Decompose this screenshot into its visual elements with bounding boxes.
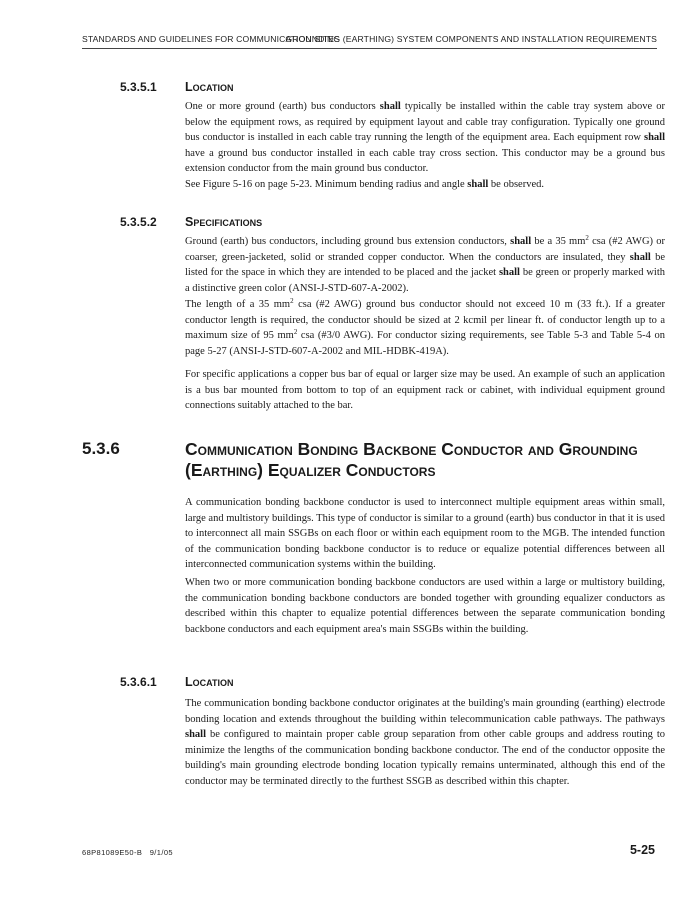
section-title: Location [185, 80, 234, 94]
header-rule [82, 48, 657, 49]
section-number: 5.3.5.2 [120, 215, 157, 229]
section-title-5-3-6: Communication Bonding Backbone Conductor and Grounding (Earthing) Equalizer Conductors [185, 439, 638, 480]
section-title: Location [185, 675, 234, 689]
heading-5-3-6-1 [120, 675, 233, 689]
section-title: Specifications [185, 215, 263, 229]
running-header [82, 34, 657, 48]
section-number: 5.3.6.1 [120, 675, 157, 689]
footer-doc-info [82, 848, 173, 857]
heading-5-3-5-1 [120, 80, 233, 94]
section-number: 5.3.5.1 [120, 80, 157, 94]
paragraph: Ground (earth) bus conductors, including ground bus extension conductors, shall be a 35 $mm^2$ csa (#2 AWG) or coarser, green-jacketed, solid or stranded copper conductor. When the conductors are insulated, they shall be listed for the space in which they are intended to be placed and the jacket shall be green or properly marked with a distinctive green color (ANSI-J-STD-607-A-2002). [185, 234, 666, 294]
header-left: STANDARDS AND GUIDELINES FOR COMMUNICATION SITES [82, 34, 341, 44]
paragraph: When two or more communication bonding backbone conductors are used within a large or multistory building, the communication bonding backbone conductors are bonded together with grounding equalizer conductors as described within this chapter to equalize potential differences between the separate communication bonding backbone conductors and each equipment area's main SSGBs within the building. [185, 577, 665, 635]
heading-5-3-5-2 [120, 215, 262, 229]
paragraph: The communication bonding backbone conductor originates at the building's main grounding (earthing) electrode bonding location and extends throughout the building within telecommunication cable pathways. The pathways shall be configured to maintain proper cable group separation from other cable groups and address routing to minimize the lengths of the communication bonding backbone conductor. The end of the conductor opposite the building's main grounding electrode bonding location typically remains unterminated, although this end of the conductor may be terminated directly to the furthest SSGB as described within this chapter. [185, 698, 665, 787]
header-right: GROUNDING (EARTHING) SYSTEM COMPONENTS AND INSTALLATION REQUIREMENTS [285, 34, 657, 44]
paragraph: A communication bonding backbone conductor is used to interconnect multiple equipment areas within small, large and multistory buildings. This type of conductor is similar to a ground (earth) bus conductor in that it is used to interconnect all main SSGBs on each floor or within each equipment room to the MGB. The intended function of the communication bonding backbone conductor is to reduce or equalize potential differences between all interconnected communication systems within the building. [185, 497, 665, 571]
doc-date: 9/1/05 [149, 848, 173, 857]
page-number: 5-25 [629, 843, 655, 857]
paragraph: One or more ground (earth) bus conductors shall typically be installed within the cable tray system above or below the equipment rows, as required by equipment layout and cable tray configuration. Typically one ground bus conductor is installed in each cable tray running the length of the equipment area. Each equipment row shall have a ground bus conductor installed in each cable tray cross section. This conductor may be a ground bus extension conductor from the main ground bus conductor. See Figure 5-16 on page 5-23. Minimum bending radius and angle shall be observed. [185, 101, 665, 190]
doc-id: 68P81089E50-B [82, 848, 143, 857]
paragraph: The length of a 35 $mm^2$ csa (#2 AWG) ground bus conductor should not exceed 10 m (33 ft.). If a greater conductor length is required, the conductor should be sized at 2 kcmil per linear ft. of conductor length up to a maximum size of 95 $mm^2$ csa (#3/0 AWG). For conductor sizing requirements, see Table 5-3 and Table 5-4 on page 5-27 (ANSI-J-STD-607-A-2002 and MIL-HDBK-419A). [185, 297, 665, 357]
paragraph: For specific applications a copper bus bar of equal or larger size may be used. An example of such an application is a bus bar mounted from bottom to top of an equipment rack or cabinet, with individual equipment ground connections suitably attached to the bar. [185, 369, 665, 412]
section-number-5-3-6: 5.3.6 [82, 439, 120, 458]
